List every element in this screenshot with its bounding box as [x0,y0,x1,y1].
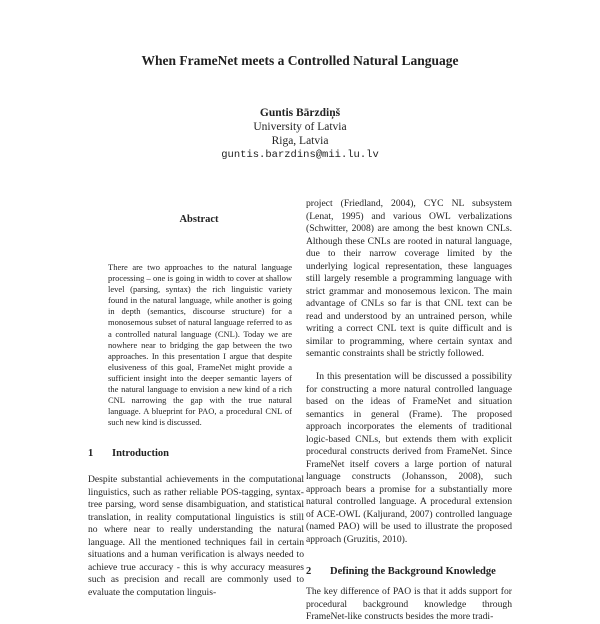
author-email: guntis.barzdins@mii.lu.lv [221,149,379,161]
author-affiliation: University of Latvia [253,121,347,133]
section-2-heading [306,566,496,577]
section-2-number: 2 [306,566,312,577]
author-block [0,106,600,162]
section-2-title: Defining the Background Knowledge [330,566,496,577]
right-column-paragraph-2: In this presentation will be discussed a possibility for constructing a more natural controlled language based on the ideas of FrameNet and situation semantics in general (Frame). The proposed approach incorporates the elements of traditional logic-based CNLs, but extends them with explicit procedural constructs derived from FrameNet. Since FrameNet itself covers a large portion of natural language constructs (Johansson, 2008), such approach bears a promise for a substantially more natural controlled language. A procedural extension of ACE-OWL (Kaljurand, 2007) controlled language (named PAO) will be used to illustrate the proposed approach (Gruzitis, 2010). [306,371,512,545]
author-name: Guntis Bārzdiņš [259,107,341,119]
section-1-title: Introduction [112,448,169,459]
abstract-heading: Abstract [179,214,219,225]
section-1-text: Despite substantial achievements in the computational linguistics, such as rather reliable POS-tagging, syntax-tree parsing, word sense disambiguation, and statistical translation, in reality computational linguistics is still no where near to really understanding the natural language. All the mentioned techniques fail in certain situations and a human verification is always needed to achieve true accuracy - this is why accuracy measures such as precision and recall are commonly used to evaluate the computation linguis- [88,474,304,598]
abstract-text: There are two approaches to the natural language processing – one is going in width to cover at shallow level (parsing, syntax) the rich linguistic variety found in the natural language, while another is going in depth (semantics, discourse structure) for a monosemous subset of natural language referred to as a controlled natural language (CNL). Today we are nowhere near to bridging the gap between the two approaches. In this presentation I argue that despite elusiveness of this goal, FrameNet might provide a sufficient insight into the deeper semantic layers of the natural language to envision a new kind of a rich CNL narrowing the gap with the true natural language. A blueprint for PAO, a procedural CNL of such new kind is discussed. [108,262,292,428]
section-1-number: 1 [88,448,94,459]
author-location: Riga, Latvia [271,135,329,147]
section-2-text: The key difference of PAO is that it adds support for procedural background knowledge through FrameNet-like constructs besides the more tradi- [306,586,512,622]
paper-title: When FrameNet meets a Controlled Natural Language [141,53,459,68]
section-1-heading [88,448,169,459]
right-column-paragraph-1: project (Friedland, 2004), CYC NL subsystem (Lenat, 1995) and various OWL verbalizations (Schwitter, 2008) are among the best known CNLs. Although these CNLs are rooted in natural language, due to their narrow coverage limited by the underlying logical representation, these languages still largely resemble a programming language with strict grammar and monosemous lexicon. The main advantage of CNLs so far is that CNL text can be read and understood by an untrained person, while writing a correct CNL text is quite difficult and is similar to programming, where certain syntax and semantic constraints shall be strictly followed. [306,198,512,359]
